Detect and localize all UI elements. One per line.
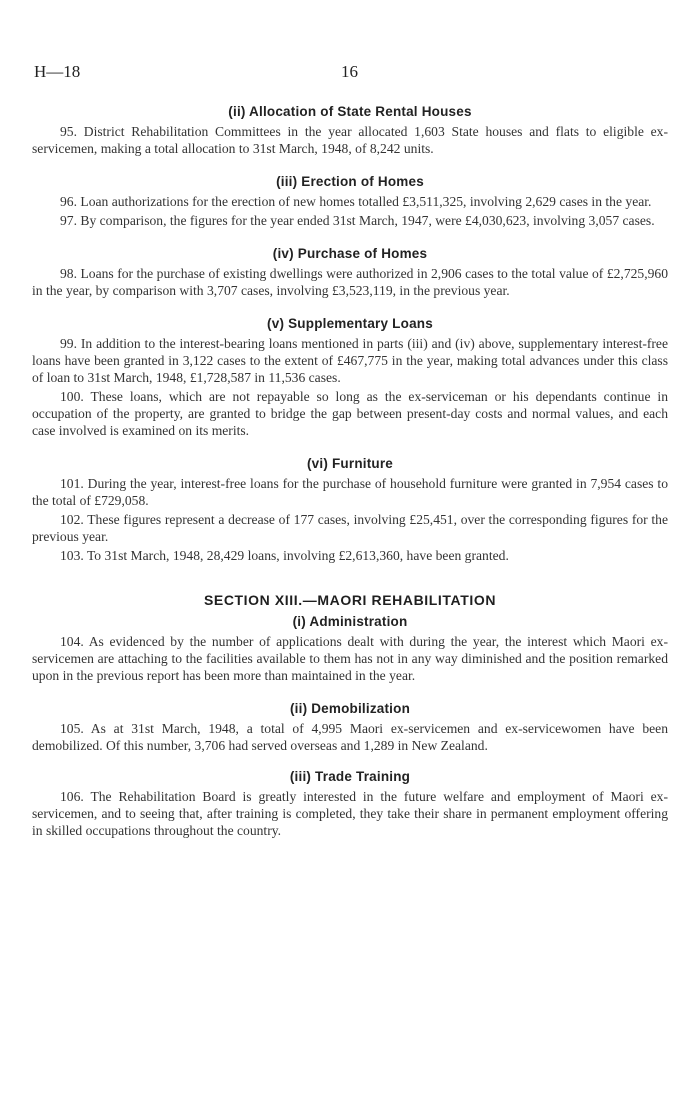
- heading-administration: (i) Administration: [292, 614, 408, 629]
- paragraph-101: 101. During the year, interest-free loans for the purchase of household furniture were granted in 7,954 cases to the total of £729,058.: [32, 476, 668, 508]
- page-body: [32, 104, 668, 841]
- paragraph-100: 100. These loans, which are not repayable so long as the ex-serviceman or his dependants continue in occupation of the property, are granted to bridge the gap between present-day costs and normal values, and each case involved is examined on its merits.: [32, 389, 668, 438]
- heading-demobilization: (ii) Demobilization: [289, 701, 411, 716]
- heading-erection-of-homes: (iii) Erection of Homes: [276, 174, 424, 189]
- paragraph-106: 106. The Rehabilitation Board is greatly interested in the future welfare and employment of Maori ex-servicemen, and to seeing that, after training is completed, they take their share in permanent employment offering in skilled occupations throughout the country.: [32, 789, 668, 838]
- paragraph-99: 99. In addition to the interest-bearing loans mentioned in parts (iii) and (iv) above, supplementary interest-free loans have been granted in 3,122 cases to the extent of £467,775 in the year, making total advances under this class of loan to 31st March, 1948, £1,728,587 in 11,536 cases.: [32, 336, 668, 385]
- report-reference: H—18: [34, 62, 81, 81]
- page-number: 16: [341, 62, 358, 81]
- heading-furniture: (vi) Furniture: [306, 456, 394, 471]
- paragraph-98: 98. Loans for the purchase of existing dwellings were authorized in 2,906 cases to the total value of £2,725,960 in the year, by comparison with 3,707 cases, involving £3,523,119, in the previous year.: [32, 266, 668, 298]
- paragraph-102: 102. These figures represent a decrease of 177 cases, involving £25,451, over the corresponding figures for the previous year.: [32, 512, 668, 544]
- heading-trade-training: (iii) Trade Training: [289, 769, 411, 784]
- paragraph-103: 103. To 31st March, 1948, 28,429 loans, involving £2,613,360, have been granted.: [60, 548, 509, 563]
- paragraph-97: 97. By comparison, the figures for the year ended 31st March, 1947, were £4,030,623, involving 3,057 cases.: [60, 213, 655, 228]
- heading-purchase-of-homes: (iv) Purchase of Homes: [272, 246, 428, 261]
- paragraph-104: 104. As evidenced by the number of applications dealt with during the year, the interest which Maori ex-servicemen are attaching to the facilities available to them has not in any way diminished and the position remarked upon in the previous report has been more than maintained in the year.: [32, 634, 668, 683]
- heading-supplementary-loans: (v) Supplementary Loans: [267, 316, 433, 331]
- section-xiii-title: SECTION XIII.—MAORI REHABILITATION: [203, 592, 497, 608]
- paragraph-96: 96. Loan authorizations for the erection of new homes totalled £3,511,325, involving 2,629 cases in the year.: [60, 194, 652, 209]
- heading-allocation-state-rental-houses: (ii) Allocation of State Rental Houses: [228, 104, 472, 119]
- paragraph-95: 95. District Rehabilitation Committees in the year allocated 1,603 State houses and flats to eligible ex-servicemen, making a total allocation to 31st March, 1948, of 8,242 units.: [32, 124, 668, 156]
- paragraph-105: 105. As at 31st March, 1948, a total of 4,995 Maori ex-servicemen and ex-servicewomen have been demobilized. Of this number, 3,706 had served overseas and 1,289 in New Zealand.: [32, 721, 668, 753]
